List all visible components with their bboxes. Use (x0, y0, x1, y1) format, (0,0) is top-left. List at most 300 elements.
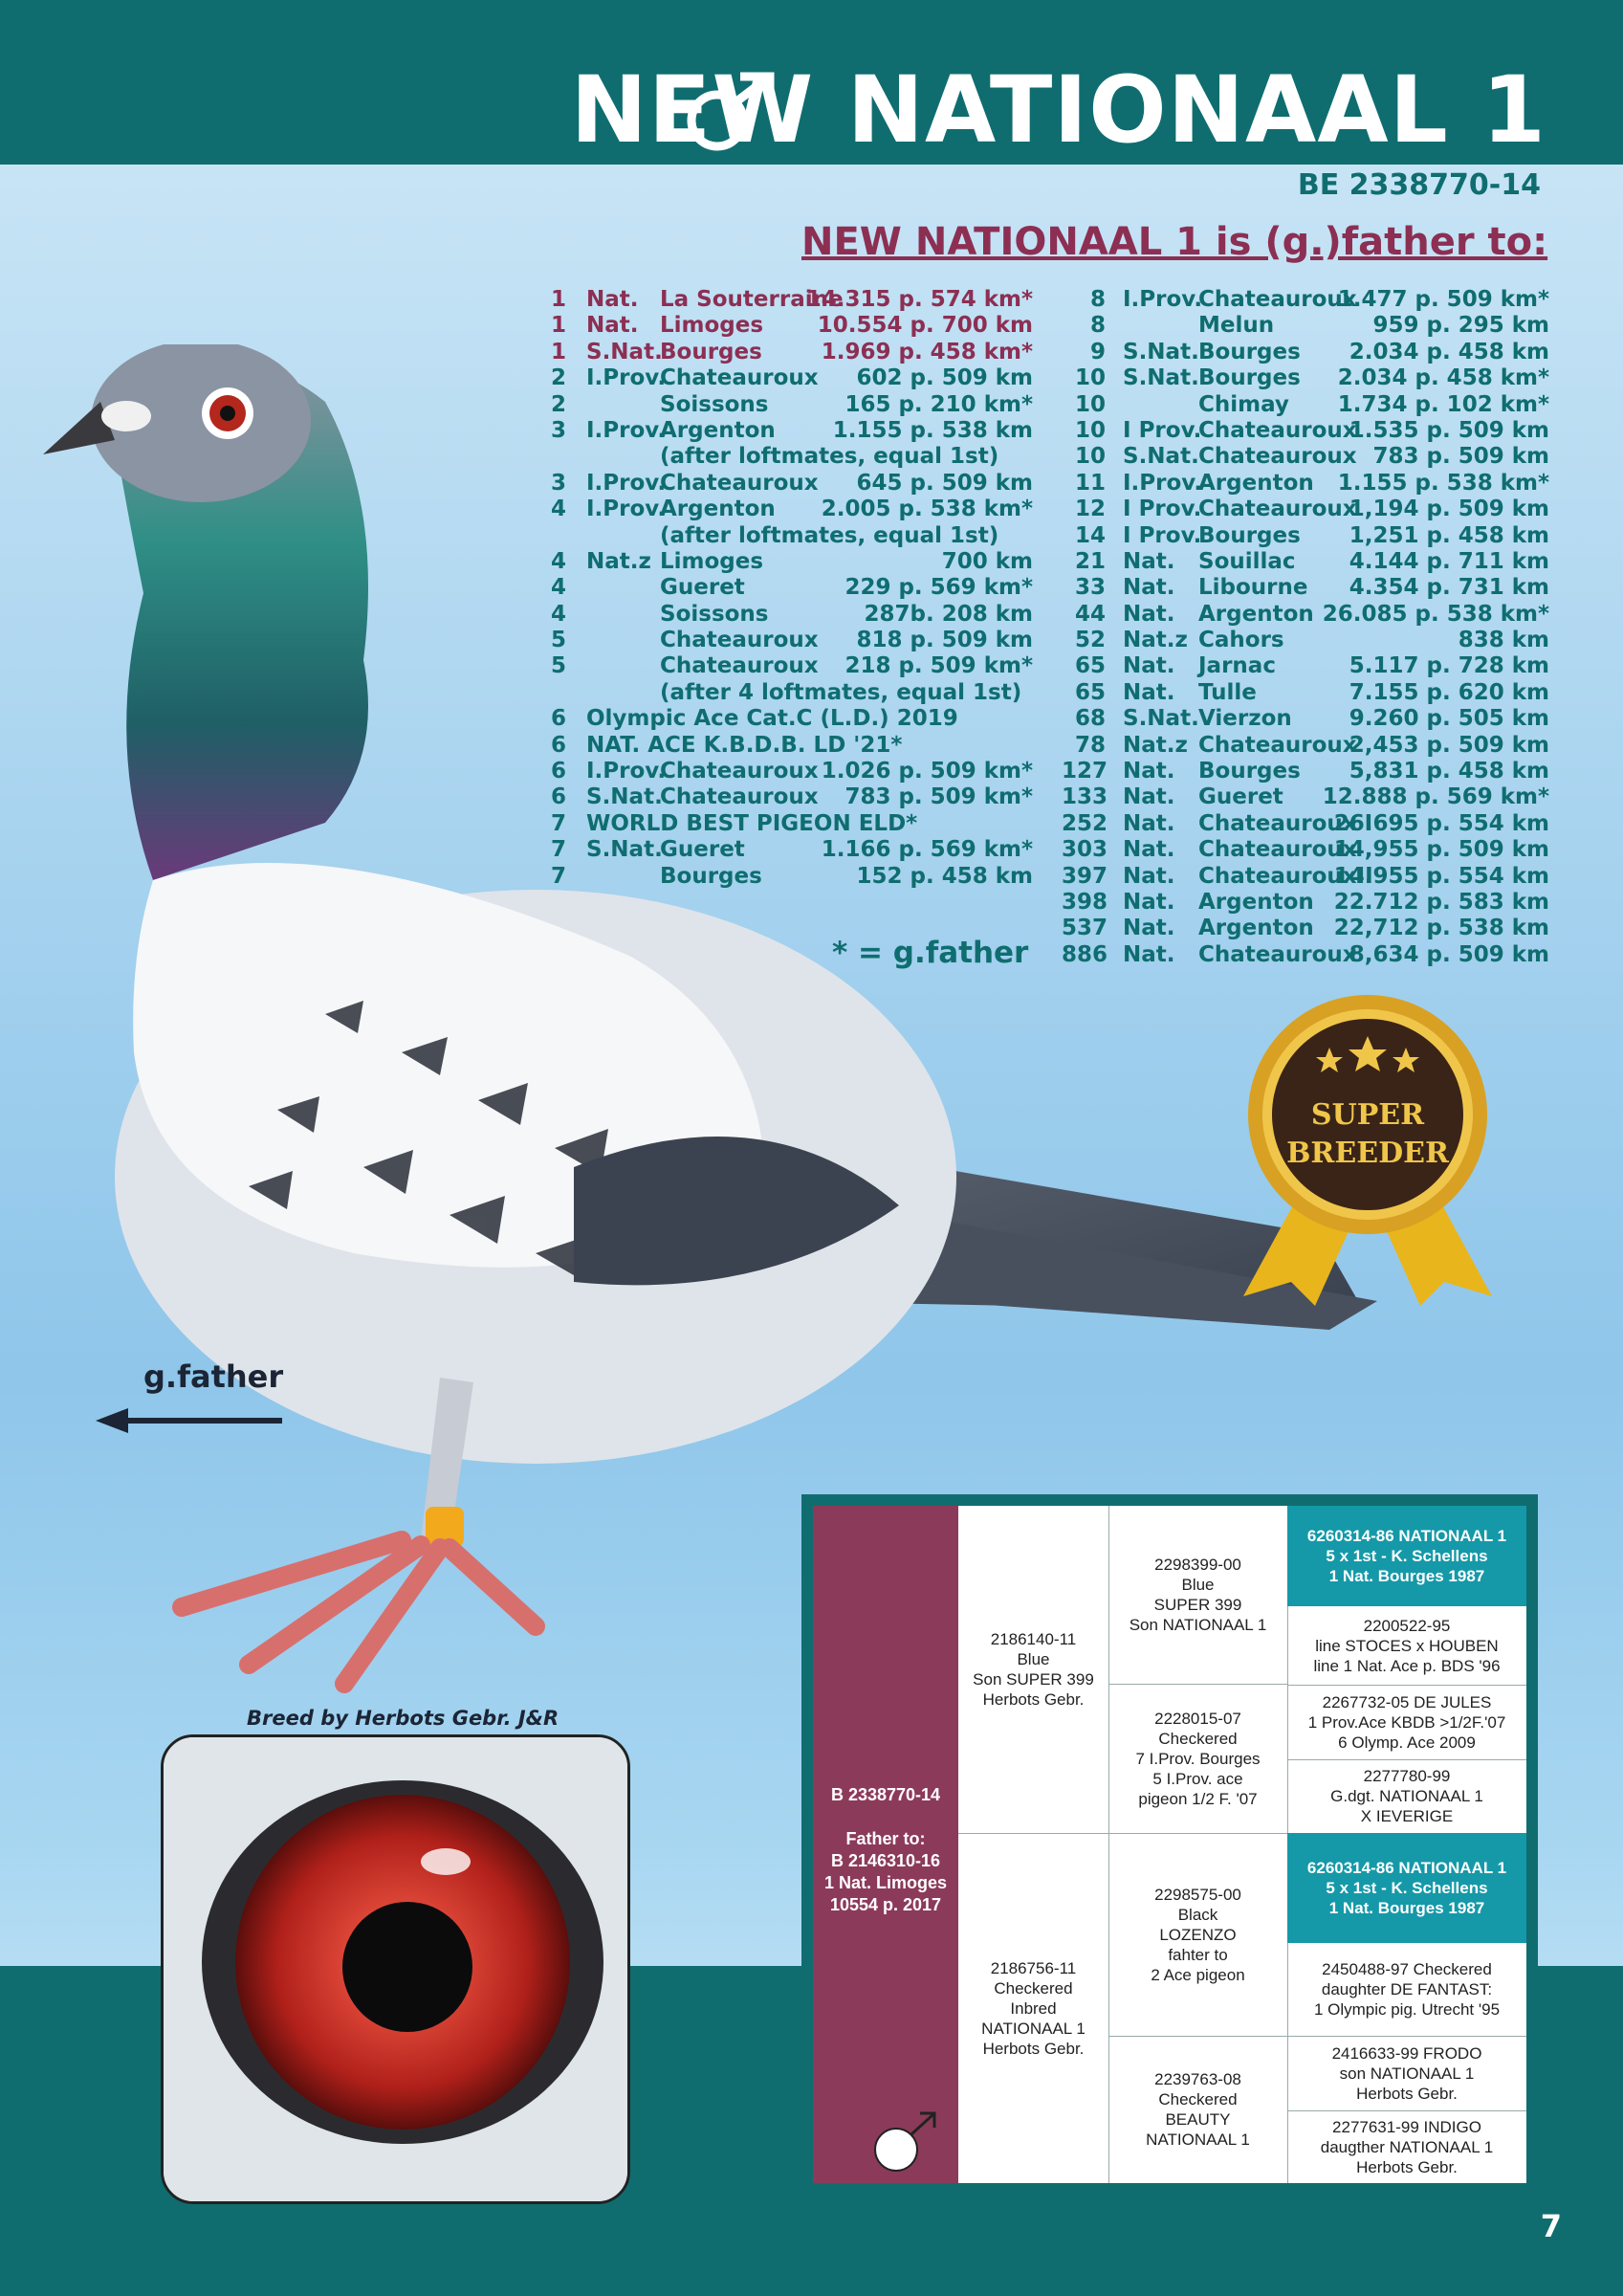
result-place: Bourges (1198, 365, 1301, 391)
result-value: 783 p. 509 km (1372, 444, 1549, 470)
result-place: Limoges (660, 548, 764, 574)
pedigree-line: 6260314-86 NATIONAAL 1 (1306, 1527, 1507, 1545)
result-row (536, 811, 1033, 837)
result-value: 5.117 p. 728 km (1349, 653, 1549, 679)
result-place: Bourges (660, 863, 762, 889)
result-type: I.Prov. (586, 470, 667, 496)
pedigree-parents-column (958, 1506, 1109, 2183)
pedigree-line: Checkered (994, 1978, 1073, 1998)
pedigree-line: 2228015-07 (1154, 1709, 1241, 1728)
pedigree-line: Blue (1181, 1576, 1215, 1594)
result-note: (after loftmates, equal 1st) (660, 444, 999, 470)
result-row (536, 653, 1033, 679)
result-type: Nat.z (1123, 628, 1188, 653)
result-place: Cahors (1198, 628, 1284, 653)
result-type: Nat. (1123, 837, 1175, 863)
result-rank: 1 (550, 339, 566, 364)
result-value: 1.155 p. 538 km (832, 417, 1033, 443)
result-rank: 133 (1062, 784, 1108, 810)
breeder-credit: Breed by Herbots Gebr. J&R (247, 1707, 559, 1730)
result-row (1062, 365, 1549, 391)
result-rank: 8 (1089, 313, 1106, 339)
result-rank: 398 (1062, 889, 1108, 915)
main-ring: B 2338770-14 (830, 1785, 941, 1804)
result-place: Bourges (1198, 339, 1301, 364)
result-place: Chateauroux (660, 365, 819, 391)
result-value: 26.695 p. 554 km (1333, 810, 1549, 836)
result-rank: 78 (1074, 732, 1106, 758)
result-rank: 303 (1062, 837, 1108, 863)
pedigree-line: 2186756-11 (990, 1958, 1077, 1977)
result-type: Nat. (1123, 863, 1175, 889)
result-value: 229 p. 569 km* (844, 575, 1033, 601)
result-rank: 4 (550, 548, 566, 574)
result-value: 2.034 p. 458 km (1349, 339, 1549, 364)
result-row (1062, 497, 1549, 522)
result-type: Nat. (1123, 941, 1175, 967)
pedigree-line: Inbred (1010, 1998, 1057, 2018)
result-row (536, 549, 1033, 575)
pedigree-main-column (813, 1506, 958, 2183)
pedigree-mmf (1287, 2036, 1526, 2110)
result-rank: 8 (1089, 287, 1106, 312)
result-row (1062, 444, 1549, 470)
result-place: Soissons (660, 391, 769, 417)
result-row (536, 287, 1033, 313)
pedigree-line: 2277631-99 INDIGO (1332, 2117, 1481, 2136)
pedigree-line: G.dgt. NATIONAAL 1 (1330, 1787, 1483, 1805)
result-row (536, 864, 1033, 890)
result-type: Nat. (1123, 759, 1175, 784)
pedigree-line: LOZENZO (1159, 1925, 1237, 1944)
main-father-to: Father to: (845, 1829, 926, 1848)
result-row (1062, 392, 1549, 418)
result-rank: 127 (1062, 759, 1108, 784)
result-place: Chateauroux (660, 470, 819, 496)
pedigree-line: Black (1177, 1905, 1218, 1924)
pedigree-line: NATIONAAL 1 (981, 2019, 1086, 2038)
result-value: 287b. 208 km (864, 601, 1033, 627)
result-rank: 10 (1074, 444, 1106, 470)
result-row (1062, 340, 1549, 365)
result-row (1062, 549, 1549, 575)
pedigree-line: 2298399-00 (1154, 1556, 1241, 1574)
results-right-column (1062, 287, 1549, 968)
badge-text-super: SUPER (1310, 1098, 1425, 1132)
result-place: Bourges (1198, 522, 1301, 548)
pedigree-great-grandparents-column (1287, 1506, 1526, 2183)
result-value: 1.734 p. 102 km* (1337, 391, 1549, 417)
result-row (1062, 837, 1549, 863)
result-rank: 1 (550, 313, 566, 339)
result-row (536, 784, 1033, 810)
result-row (1062, 471, 1549, 497)
result-value: 1.477 p. 509 km* (1337, 287, 1549, 312)
pedigree-line: son NATIONAAL 1 (1339, 2064, 1475, 2083)
result-type: Nat. (586, 313, 639, 339)
pedigree-line: Herbots Gebr. (982, 1690, 1085, 1709)
result-rank: 12 (1074, 497, 1106, 522)
result-row (1062, 942, 1549, 968)
result-value: 1,251 p. 458 km (1349, 522, 1549, 548)
result-row (536, 628, 1033, 653)
result-type: Nat. (1123, 679, 1175, 705)
result-note: (after 4 loftmates, equal 1st) (660, 679, 1022, 705)
result-rank: 68 (1074, 706, 1106, 732)
result-place: Chateauroux (1198, 732, 1357, 758)
main-child-count: 10554 p. 2017 (829, 1895, 942, 1914)
result-place: Chateauroux (1198, 497, 1357, 522)
result-rank: 11 (1074, 470, 1106, 496)
result-rank: 65 (1074, 653, 1106, 679)
result-value: 1.026 p. 509 km* (821, 759, 1033, 784)
results-subtitle: NEW NATIONAAL 1 is (g.)father to: (801, 220, 1548, 264)
result-value: 1,194 p. 509 km (1349, 497, 1549, 522)
result-rank: 6 (550, 732, 566, 758)
result-rank: 10 (1074, 417, 1106, 443)
result-type: I Prov. (1123, 522, 1202, 548)
result-place: Argenton (1198, 601, 1314, 627)
result-row (1062, 680, 1549, 706)
page-number: 7 (1540, 2208, 1562, 2244)
result-rank: 44 (1074, 601, 1106, 627)
result-type: I.Prov. (586, 759, 667, 784)
pedigree-line: Blue (1017, 1650, 1050, 1668)
page-title: NEW NATIONAAL 1 (570, 56, 1546, 164)
result-value: 9.260 p. 505 km (1349, 706, 1549, 732)
result-title: WORLD BEST PIGEON ELD* (586, 810, 918, 836)
result-row (536, 418, 1033, 444)
result-value: 22,712 p. 538 km (1333, 916, 1549, 941)
pedigree-line: 1 Nat. Bourges 1987 (1328, 1899, 1485, 1917)
result-row (1062, 811, 1549, 837)
pedigree-line: Herbots Gebr. (982, 2039, 1085, 2058)
result-note: (after loftmates, equal 1st) (660, 522, 999, 548)
result-rank: 10 (1074, 391, 1106, 417)
result-place: Chateauroux (660, 653, 819, 679)
result-value: 14.955 p. 554 km (1333, 863, 1549, 889)
result-row (536, 340, 1033, 365)
pedigree-mf (1108, 1833, 1287, 2036)
result-value: 10.554 p. 700 km (817, 313, 1033, 339)
pedigree-fm (1108, 1684, 1287, 1833)
result-place: Argenton (660, 417, 776, 443)
result-rank: 14 (1074, 522, 1106, 548)
result-value: 1.155 p. 538 km* (1337, 470, 1549, 496)
result-place: Chateauroux I (1198, 810, 1373, 836)
result-type: Nat. (1123, 916, 1175, 941)
result-value: 783 p. 509 km* (844, 784, 1033, 810)
pedigree-line: 1 Prov.Ace KBDB >1/2F.'07 (1307, 1712, 1506, 1732)
result-value: 2.034 p. 458 km* (1337, 365, 1549, 391)
pedigree-fff (1287, 1506, 1526, 1606)
result-row (536, 392, 1033, 418)
result-rank: 537 (1062, 916, 1108, 941)
result-value: 4.144 p. 711 km (1349, 548, 1549, 574)
pedigree-ff (1108, 1506, 1287, 1684)
results-left-column (536, 287, 1033, 890)
pedigree-line: 2450488-97 Checkered (1322, 1960, 1492, 1978)
result-place: Souillac (1198, 548, 1296, 574)
result-rank: 886 (1062, 941, 1108, 967)
result-value: 838 km (1458, 628, 1549, 653)
result-row (536, 444, 1033, 470)
result-rank: 4 (550, 601, 566, 627)
result-type: Nat. (1123, 601, 1175, 627)
result-title: Olympic Ace Cat.C (L.D.) 2019 (586, 706, 958, 732)
gfather-footnote: * = g.father (832, 936, 1029, 970)
result-value: 7.155 p. 620 km (1349, 679, 1549, 705)
result-value: 8,634 p. 509 km (1349, 941, 1549, 967)
pedigree-line: Son SUPER 399 (973, 1670, 1094, 1689)
result-rank: 10 (1074, 365, 1106, 391)
result-type: S.Nat. (586, 837, 663, 863)
gfather-label: g.father (143, 1358, 284, 1395)
pedigree-mff (1287, 1833, 1526, 1943)
result-place: Chateauroux (1198, 941, 1357, 967)
result-type: I Prov. (1123, 417, 1202, 443)
result-row (1062, 653, 1549, 679)
result-place: ChateaurouxII (1198, 863, 1373, 889)
result-place: La Souterraine (660, 287, 844, 312)
result-place: Chateauroux (1198, 444, 1357, 470)
result-value: 14.315 p. 574 km* (805, 287, 1033, 312)
result-place: Melun (1198, 313, 1275, 339)
pedigree-mother (958, 1833, 1108, 2183)
pedigree-line: 1 Olympic pig. Utrecht '95 (1313, 2000, 1501, 2019)
result-rank: 7 (550, 810, 566, 836)
pedigree-line: X IEVERIGE (1360, 1807, 1454, 1825)
ring-number: BE 2338770-14 (1297, 168, 1541, 202)
pedigree-table (801, 1494, 1538, 2195)
result-type: Nat. (1123, 810, 1175, 836)
pedigree-mfm (1287, 1943, 1526, 2036)
pedigree-line: 6 Olymp. Ace 2009 (1338, 1733, 1476, 1752)
result-value: 1.535 p. 509 km (1349, 417, 1549, 443)
result-row (1062, 418, 1549, 444)
result-value: 818 p. 509 km (856, 628, 1033, 653)
result-rank: 4 (550, 497, 566, 522)
result-type: Nat.z (1123, 732, 1188, 758)
result-row (1062, 575, 1549, 601)
result-row (1062, 628, 1549, 653)
result-type: S.Nat. (586, 339, 663, 364)
result-row (1062, 916, 1549, 941)
result-row (536, 575, 1033, 601)
result-rank: 5 (550, 653, 566, 679)
result-place: Vierzon (1198, 706, 1292, 732)
result-type: S.Nat. (586, 784, 663, 810)
result-row (1062, 313, 1549, 339)
pedigree-line: 5 x 1st - K. Schellens (1326, 1547, 1488, 1565)
result-value: 645 p. 509 km (856, 470, 1033, 496)
result-place: Libourne (1198, 575, 1308, 601)
pedigree-line: 6260314-86 NATIONAAL 1 (1306, 1859, 1507, 1877)
pedigree-line: 2 Ace pigeon (1151, 1965, 1245, 1984)
pedigree-line: daugther NATIONAAL 1 (1320, 2137, 1494, 2156)
result-type: S.Nat. (1123, 365, 1199, 391)
pedigree-line: 5 x 1st - K. Schellens (1326, 1879, 1488, 1897)
result-rank: 6 (550, 706, 566, 732)
result-type: I.Prov. (586, 365, 667, 391)
result-row (536, 759, 1033, 784)
eye-photo (161, 1734, 630, 2204)
pedigree-line: fahter to (1168, 1945, 1228, 1964)
result-place: Jarnac (1198, 653, 1276, 679)
result-value: 12.888 p. 569 km* (1322, 784, 1549, 810)
result-row (536, 837, 1033, 863)
result-value: 5,831 p. 458 km (1349, 759, 1549, 784)
result-type: Nat. (1123, 548, 1175, 574)
pedigree-mmm (1287, 2110, 1526, 2183)
main-child-ring: B 2146310-16 (830, 1851, 941, 1870)
result-value: 14,955 p. 509 km (1333, 837, 1549, 863)
result-type: S.Nat. (1123, 444, 1199, 470)
result-place: Chateauroux (660, 759, 819, 784)
pedigree-line: line 1 Nat. Ace p. BDS '96 (1313, 1656, 1501, 1675)
super-breeder-badge (1234, 990, 1502, 1306)
pedigree-fmf (1287, 1685, 1526, 1759)
result-place: Argenton (660, 497, 776, 522)
result-value: 959 p. 295 km (1372, 313, 1549, 339)
result-place: Gueret (1198, 784, 1283, 810)
result-rank: 1 (550, 287, 566, 312)
result-row (536, 365, 1033, 391)
result-type: Nat. (1123, 889, 1175, 915)
result-value: 602 p. 509 km (856, 365, 1033, 391)
pedigree-grandparents-column (1108, 1506, 1288, 2183)
result-place: Gueret (660, 575, 745, 601)
result-place: Chateauroux (1198, 417, 1357, 443)
result-place: Bourges (1198, 759, 1301, 784)
pedigree-line: 1 Nat. Bourges 1987 (1328, 1567, 1485, 1585)
result-row (1062, 602, 1549, 628)
result-place: Argenton (1198, 889, 1314, 915)
result-type: I.Prov. (1123, 287, 1203, 312)
pedigree-line: Herbots Gebr. (1356, 2084, 1458, 2103)
result-rank: 6 (550, 784, 566, 810)
result-type: I.Prov. (1123, 470, 1203, 496)
pedigree-line: 2186140-11 (990, 1630, 1077, 1648)
result-row (1062, 890, 1549, 916)
result-type: Nat. (1123, 653, 1175, 679)
result-place: Bourges (660, 339, 762, 364)
result-rank: 252 (1062, 810, 1108, 836)
pedigree-line: 7 I.Prov. Bourges (1135, 1749, 1261, 1768)
result-type: I.Prov. (586, 417, 667, 443)
pedigree-line: 2200522-95 (1363, 1616, 1451, 1635)
result-rank: 2 (550, 365, 566, 391)
result-place: Tulle (1198, 679, 1257, 705)
pedigree-line: 2267732-05 DE JULES (1322, 1692, 1492, 1711)
result-rank: 7 (550, 863, 566, 889)
result-row (536, 497, 1033, 522)
result-place: Chimay (1198, 391, 1289, 417)
result-rank: 3 (550, 417, 566, 443)
pedigree-line: NATIONAAL 1 (1146, 2130, 1250, 2149)
result-place: Limoges (660, 313, 764, 339)
result-rank: 6 (550, 759, 566, 784)
pedigree-line: Checkered (1158, 1729, 1238, 1748)
result-value: 2.005 p. 538 km* (821, 497, 1033, 522)
result-value: 218 p. 509 km* (844, 653, 1033, 679)
result-place: Chateauroux (660, 784, 819, 810)
pedigree-ffm (1287, 1606, 1526, 1685)
pedigree-line: Herbots Gebr. (1356, 2157, 1458, 2176)
pedigree-line: line STOCES x HOUBEN (1315, 1636, 1499, 1655)
pedigree-line: Son NATIONAAL 1 (1129, 1616, 1267, 1634)
result-row (536, 733, 1033, 759)
result-row (536, 706, 1033, 732)
result-row (1062, 864, 1549, 890)
result-rank: 2 (550, 391, 566, 417)
pedigree-main-bird (813, 1735, 958, 1965)
result-rank: 52 (1074, 628, 1106, 653)
result-type: S.Nat. (1123, 706, 1199, 732)
badge-text-breeder: BREEDER (1286, 1137, 1449, 1170)
result-place: Chateauroux (660, 628, 819, 653)
result-value: 1.166 p. 569 km* (821, 837, 1033, 863)
arrow-left-icon (96, 1406, 287, 1435)
result-rank: 65 (1074, 679, 1106, 705)
result-place: Soissons (660, 601, 769, 627)
pedigree-line: 2277780-99 (1363, 1767, 1451, 1785)
result-value: 1.969 p. 458 km* (821, 339, 1033, 364)
result-rank: 33 (1074, 575, 1106, 601)
result-type: I Prov. (1123, 497, 1202, 522)
result-type: I.Prov. (586, 497, 667, 522)
pedigree-fmm (1287, 1759, 1526, 1833)
result-rank: 397 (1062, 863, 1108, 889)
result-row (536, 523, 1033, 549)
result-type: Nat. (586, 287, 639, 312)
pedigree-line: SUPER 399 (1153, 1596, 1242, 1614)
result-row (1062, 784, 1549, 810)
pedigree-line: Checkered (1158, 2090, 1238, 2108)
result-title: NAT. ACE K.B.D.B. LD '21* (586, 732, 903, 758)
result-rank: 5 (550, 628, 566, 653)
result-place: Chateauroux (1198, 287, 1357, 312)
result-row (536, 471, 1033, 497)
result-row (536, 680, 1033, 706)
result-row (1062, 706, 1549, 732)
result-value: 22.712 p. 583 km (1333, 889, 1549, 915)
pedigree-line: BEAUTY (1165, 2110, 1231, 2129)
pedigree-mm (1108, 2036, 1287, 2183)
pedigree-line: 2416633-99 FRODO (1331, 2043, 1482, 2063)
result-row (1062, 287, 1549, 313)
result-place: Gueret (660, 837, 745, 863)
result-rank: 3 (550, 470, 566, 496)
result-value: 2,453 p. 509 km (1349, 732, 1549, 758)
pedigree-line: 2298575-00 (1154, 1885, 1241, 1904)
result-row (1062, 733, 1549, 759)
eye-illustration (164, 1737, 627, 2201)
pedigree-line: daughter DE FANTAST: (1321, 1980, 1493, 1998)
result-type: Nat. (1123, 575, 1175, 601)
result-row (1062, 759, 1549, 784)
pedigree-line: 2239763-08 (1154, 2070, 1241, 2088)
result-value: 4.354 p. 731 km (1349, 575, 1549, 601)
result-rank: 7 (550, 837, 566, 863)
pedigree-father (958, 1506, 1108, 1833)
result-type: Nat.z (586, 548, 651, 574)
result-place: Argenton (1198, 470, 1314, 496)
result-value: 26.085 p. 538 km* (1322, 601, 1549, 627)
pedigree-line: pigeon 1/2 F. '07 (1138, 1789, 1258, 1808)
result-row (1062, 523, 1549, 549)
main-child-result: 1 Nat. Limoges (823, 1873, 948, 1892)
